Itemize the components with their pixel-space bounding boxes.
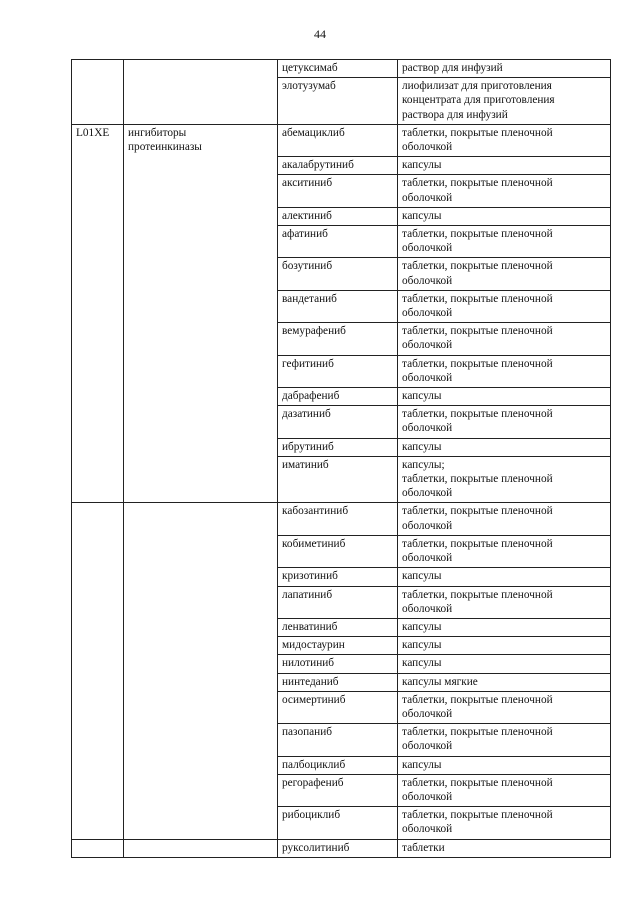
- dosage-form-cell: капсулы: [398, 756, 611, 774]
- drug-name-cell: элотузумаб: [278, 78, 398, 125]
- dosage-form-cell: таблетки, покрытые пленочной оболочкой: [398, 290, 611, 322]
- dosage-form-cell: таблетки, покрытые пленочной оболочкой: [398, 774, 611, 806]
- drug-name-cell: акситиниб: [278, 175, 398, 207]
- drug-name-cell: ибрутиниб: [278, 438, 398, 456]
- atc-code-cell: [72, 839, 124, 857]
- drug-name-cell: вемурафениб: [278, 323, 398, 355]
- drug-name-cell: иматиниб: [278, 456, 398, 503]
- dosage-form-cell: капсулы: [398, 157, 611, 175]
- drug-name-cell: кабозантиниб: [278, 503, 398, 535]
- drug-name-cell: цетуксимаб: [278, 60, 398, 78]
- dosage-form-cell: капсулы: [398, 438, 611, 456]
- drug-name-cell: пазопаниб: [278, 724, 398, 756]
- dosage-form-cell: таблетки, покрытые пленочной оболочкой: [398, 258, 611, 290]
- drug-name-cell: нинтеданиб: [278, 673, 398, 691]
- dosage-form-cell: капсулы: [398, 655, 611, 673]
- dosage-form-cell: таблетки, покрытые пленочной оболочкой: [398, 503, 611, 535]
- drug-name-cell: мидостаурин: [278, 637, 398, 655]
- drug-name-cell: руксолитиниб: [278, 839, 398, 857]
- dosage-form-cell: таблетки, покрытые пленочной оболочкой: [398, 586, 611, 618]
- drug-name-cell: регорафениб: [278, 774, 398, 806]
- dosage-form-cell: раствор для инфузий: [398, 60, 611, 78]
- dosage-form-cell: капсулы мягкие: [398, 673, 611, 691]
- table-row: [72, 503, 611, 535]
- atc-code-cell: L01XE: [72, 124, 124, 503]
- table-row: [72, 60, 611, 78]
- dosage-form-cell: капсулы: [398, 568, 611, 586]
- drug-name-cell: ленватиниб: [278, 618, 398, 636]
- drug-name-cell: рибоциклиб: [278, 807, 398, 839]
- drug-name-cell: осимертиниб: [278, 691, 398, 723]
- dosage-form-cell: таблетки: [398, 839, 611, 857]
- drug-name-cell: афатиниб: [278, 226, 398, 258]
- drug-name-cell: нилотиниб: [278, 655, 398, 673]
- table-row: [72, 124, 611, 156]
- drug-name-cell: вандетаниб: [278, 290, 398, 322]
- group-name-cell: [124, 503, 278, 839]
- dosage-form-cell: капсулы; таблетки, покрытые пленочной оболочкой: [398, 456, 611, 503]
- dosage-form-cell: таблетки, покрытые пленочной оболочкой: [398, 355, 611, 387]
- dosage-form-cell: таблетки, покрытые пленочной оболочкой: [398, 724, 611, 756]
- drug-name-cell: гефитиниб: [278, 355, 398, 387]
- dosage-form-cell: таблетки, покрытые пленочной оболочкой: [398, 691, 611, 723]
- drug-name-cell: дабрафениб: [278, 388, 398, 406]
- drug-name-cell: кобиметиниб: [278, 535, 398, 567]
- drug-name-cell: бозутиниб: [278, 258, 398, 290]
- dosage-form-cell: таблетки, покрытые пленочной оболочкой: [398, 535, 611, 567]
- atc-code-cell: [72, 503, 124, 839]
- drug-name-cell: кризотиниб: [278, 568, 398, 586]
- dosage-form-cell: лиофилизат для приготовления концентрата для приготовления раствора для инфузий: [398, 78, 611, 125]
- drug-name-cell: алектиниб: [278, 207, 398, 225]
- dosage-form-cell: капсулы: [398, 207, 611, 225]
- dosage-form-cell: таблетки, покрытые пленочной оболочкой: [398, 323, 611, 355]
- dosage-form-cell: капсулы: [398, 618, 611, 636]
- group-name-cell: [124, 839, 278, 857]
- dosage-form-cell: таблетки, покрытые пленочной оболочкой: [398, 124, 611, 156]
- group-name-cell: [124, 60, 278, 125]
- dosage-form-cell: капсулы: [398, 388, 611, 406]
- page-number: 44: [314, 27, 326, 41]
- dosage-form-cell: таблетки, покрытые пленочной оболочкой: [398, 406, 611, 438]
- group-name-cell: ингибиторы протеинкиназы: [124, 124, 278, 503]
- drug-name-cell: дазатиниб: [278, 406, 398, 438]
- drug-name-cell: лапатиниб: [278, 586, 398, 618]
- drug-name-cell: абемациклиб: [278, 124, 398, 156]
- drug-name-cell: акалабрутиниб: [278, 157, 398, 175]
- table-row: [72, 839, 611, 857]
- atc-code-cell: [72, 60, 124, 125]
- drug-table: [71, 59, 611, 858]
- dosage-form-cell: таблетки, покрытые пленочной оболочкой: [398, 175, 611, 207]
- dosage-form-cell: таблетки, покрытые пленочной оболочкой: [398, 807, 611, 839]
- dosage-form-cell: таблетки, покрытые пленочной оболочкой: [398, 226, 611, 258]
- drug-name-cell: палбоциклиб: [278, 756, 398, 774]
- dosage-form-cell: капсулы: [398, 637, 611, 655]
